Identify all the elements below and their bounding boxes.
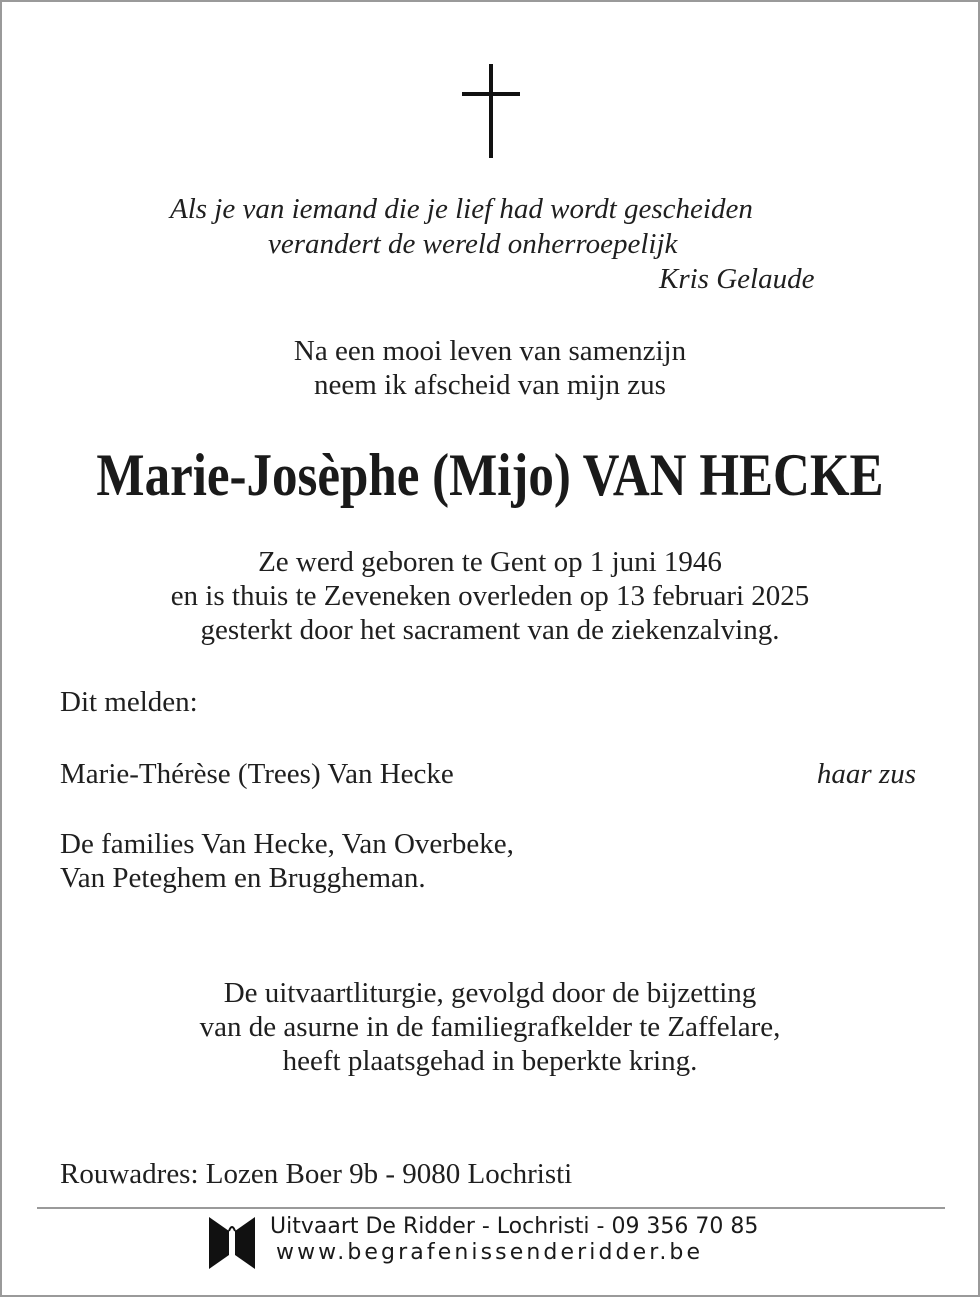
birth-death-text	[0, 545, 980, 647]
relative-name: Marie-Thérèse (Trees) Van Hecke	[60, 758, 454, 790]
families-line: Van Peteghem en Bruggheman.	[60, 862, 426, 894]
footer-divider	[37, 1207, 945, 1209]
quote-line-2: verandert de wereld onherroepelijk	[268, 228, 678, 260]
announced-by-label: Dit melden:	[60, 686, 198, 718]
relative-relation: haar zus	[816, 758, 916, 790]
website-link[interactable]: www.begrafenissenderidder.be	[276, 1240, 704, 1265]
intro-text	[0, 334, 980, 402]
quote-line-1: Als je van iemand die je lief had wordt gescheiden	[170, 193, 753, 225]
deceased-name: Marie-Josèphe (Mijo) VAN HECKE	[96, 442, 884, 508]
liturgy-line: De uitvaartliturgie, gevolgd door de bijzetting	[223, 977, 757, 1009]
liturgy-line: van de asurne in de familiegrafkelder te Zaffelare,	[199, 1011, 781, 1043]
liturgy-line: heeft plaatsgehad in beperkte kring.	[282, 1045, 698, 1077]
death-line: en is thuis te Zeveneken overleden op 13 februari 2025	[170, 580, 810, 612]
liturgy-text	[0, 976, 980, 1078]
intro-line: Na een mooi leven van samenzijn	[293, 335, 687, 367]
families-line: De families Van Hecke, Van Overbeke,	[60, 828, 514, 860]
relative-row	[60, 757, 916, 791]
mourning-address: Rouwadres: Lozen Boer 9b - 9080 Lochristi	[60, 1158, 573, 1190]
sacrament-line: gesterkt door het sacrament van de ziekenzalving.	[200, 614, 780, 646]
funeral-company: Uitvaart De Ridder - Lochristi - 09 356 70 85	[270, 1214, 759, 1239]
quote-author: Kris Gelaude	[659, 263, 815, 295]
cross-icon	[462, 64, 520, 158]
de-ridder-logo	[209, 1217, 255, 1269]
birth-line: Ze werd geboren te Gent op 1 juni 1946	[258, 546, 722, 578]
intro-line: neem ik afscheid van mijn zus	[314, 369, 666, 401]
families-text	[60, 827, 514, 895]
